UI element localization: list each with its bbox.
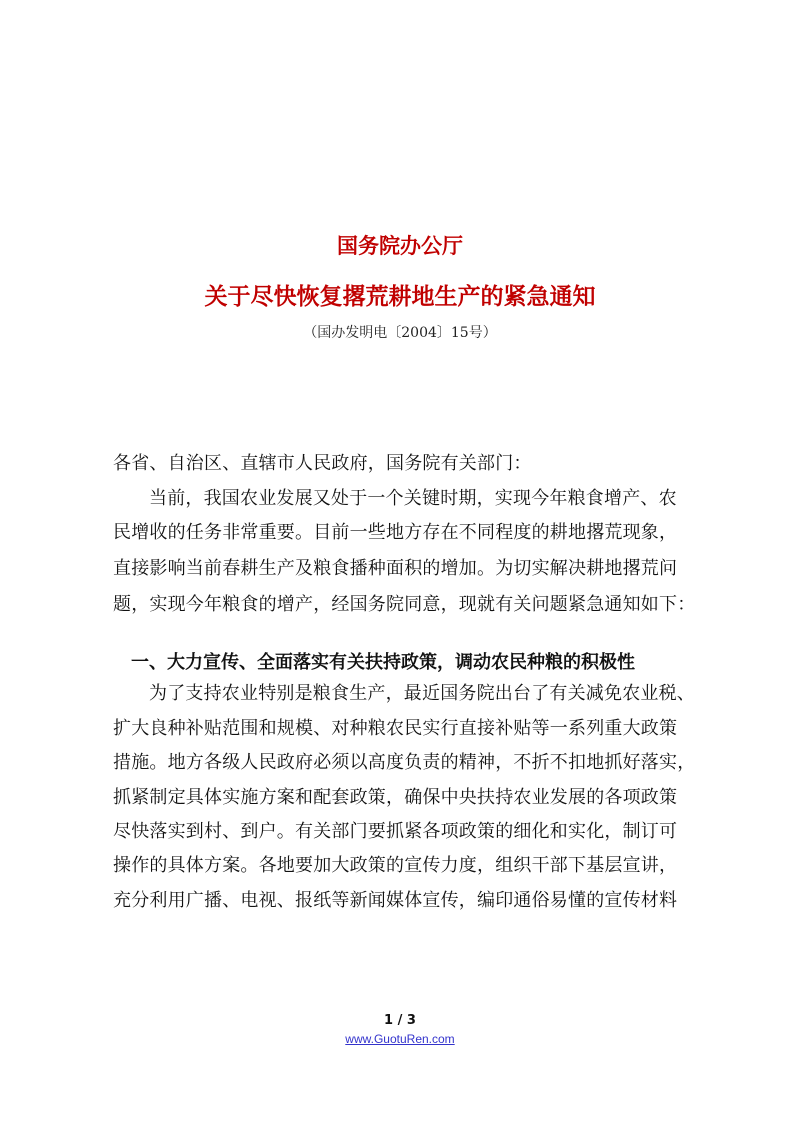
website-link[interactable]: www.GuotuRen.com bbox=[345, 1032, 455, 1046]
body-line: 抓紧制定具体实施方案和配套政策，确保中央扶持农业发展的各项政策 bbox=[113, 787, 678, 808]
body-line: 措施。地方各级人民政府必须以高度负责的精神，不折不扣地抓好落实， bbox=[113, 752, 696, 773]
body-line: 扩大良种补贴范围和规模、对种粮农民实行直接补贴等一系列重大政策 bbox=[113, 718, 678, 739]
intro-line: 当前，我国农业发展又处于一个关键时期，实现今年粮食增产、农 bbox=[149, 488, 677, 509]
salutation: 各省、自治区、直辖市人民政府，国务院有关部门： bbox=[113, 453, 532, 474]
page-number: 1 / 3 bbox=[384, 1013, 416, 1028]
body-line: 尽快落实到村、到户。有关部门要抓紧各项政策的细化和实化，制订可 bbox=[113, 821, 678, 842]
document-title-issuer: 国务院办公厅 bbox=[337, 234, 463, 258]
body-line: 为了支持农业特别是粮食生产，最近国务院出台了有关减免农业税、 bbox=[149, 683, 695, 704]
section-heading: 一、大力宣传、全面落实有关扶持政策，调动农民种粮的积极性 bbox=[131, 652, 635, 673]
document-number: （国办发明电〔2004〕15号） bbox=[303, 325, 497, 341]
intro-line: 民增收的任务非常重要。目前一些地方存在不同程度的耕地撂荒现象， bbox=[113, 522, 678, 543]
body-line: 操作的具体方案。各地要加大政策的宣传力度，组织干部下基层宣讲， bbox=[113, 855, 678, 876]
intro-line: 直接影响当前春耕生产及粮食播种面积的增加。为切实解决耕地撂荒问 bbox=[113, 558, 678, 579]
document-title: 关于尽快恢复撂荒耕地生产的紧急通知 bbox=[204, 284, 596, 310]
body-line: 充分利用广播、电视、报纸等新闻媒体宣传，编印通俗易懂的宣传材料 bbox=[113, 890, 678, 911]
intro-line: 题，实现今年粮食的增产，经国务院同意，现就有关问题紧急通知如下： bbox=[113, 594, 696, 615]
